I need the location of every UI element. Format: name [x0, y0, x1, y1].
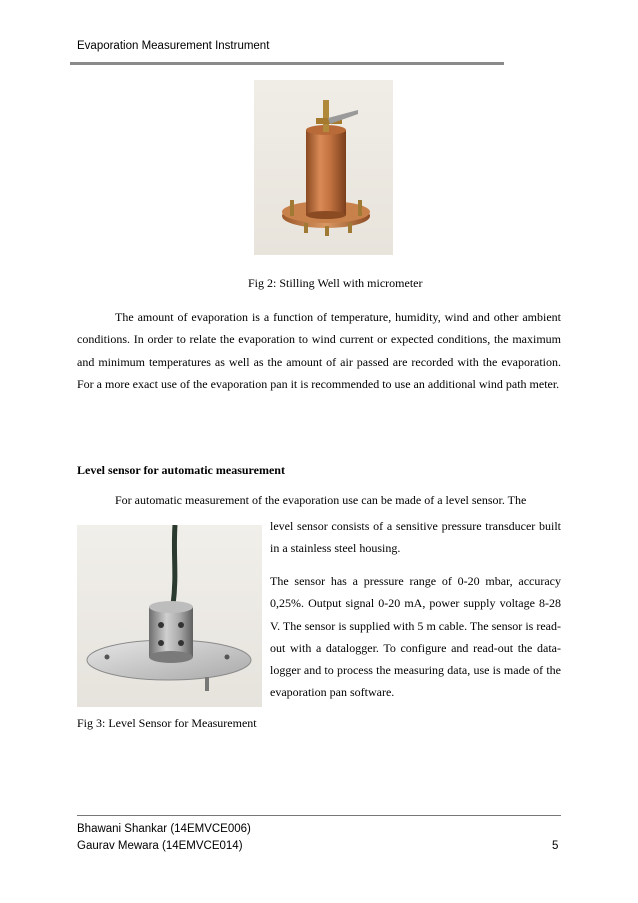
footer-author-2: Gaurav Mewara (14EMVCE014): [77, 840, 243, 852]
paragraph-sensor-specs: The sensor has a pressure range of 0-20 mbar, accuracy 0,25%. Output signal 0-20 mA, power supply voltage 8-28 V. The sensor is supplied with 5 m cable. The sensor is read-out with a datalogger. To configure and read-out the data-logger and to process the measuring data, use is made of the evaporation pan software.: [270, 574, 561, 700]
paragraph-level-sensor-side: level sensor consists of a sensitive pressure transducer built in a stainless steel housing.: [270, 519, 561, 556]
figure-2-caption: Fig 2: Stilling Well with micrometer: [248, 276, 423, 290]
level-sensor-photo: [77, 525, 262, 707]
section-heading-level-sensor: Level sensor for automatic measurement: [77, 463, 285, 477]
footer-author-1: Bhawani Shankar (14EMVCE006): [77, 823, 251, 835]
level-sensor-icon: [77, 525, 262, 707]
figure-3-caption: Fig 3: Level Sensor for Measurement: [77, 716, 257, 730]
stilling-well-photo: [254, 80, 393, 255]
paragraph-evaporation-factors: The amount of evaporation is a function of temperature, humidity, wind and other ambient conditions. In order to relate the evaporation to wind current or expected conditions, the maximum and minimum temperatures as well as the amount of air passed are recorded with the evaporation. For a more exact use of the evaporation pan it is recommended to use an additional wind path meter.: [77, 310, 561, 391]
header-rule: [70, 62, 504, 65]
paragraph-level-sensor-lead: For automatic measurement of the evaporation use can be made of a level sensor. The: [115, 493, 527, 507]
footer-rule: [77, 815, 561, 816]
stilling-well-icon: [254, 80, 393, 255]
page-header-title: Evaporation Measurement Instrument: [77, 40, 270, 52]
page-number: 5: [552, 840, 559, 852]
